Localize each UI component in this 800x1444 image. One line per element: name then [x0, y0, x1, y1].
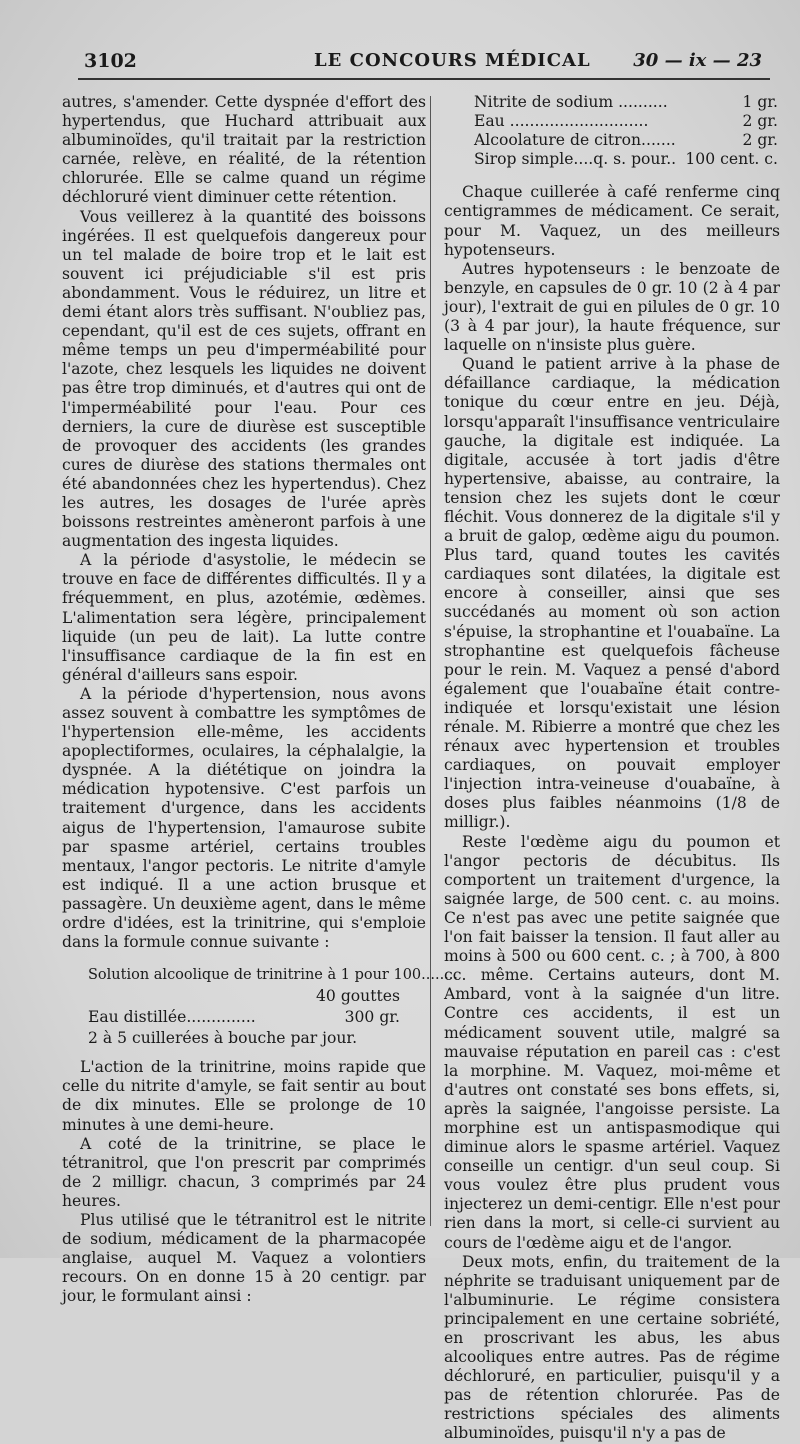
formula-row: [88, 966, 459, 987]
paragraph: Quand le patient arrive à la phase de défaillance cardiaque, la médication tonique du cœur entre en jeu. Déjà, lorsqu'apparaît l'insuffisance ventriculaire gauche, la digitale est indiquée. La digitale, accusée à tort jadis d'être hypertensive, abaisse, au contraire, la tension chez les sujets dont le cœur fléchit. Vous donnerez de la digitale s'il y a bruit de galop, œdème aigu du poumon. Plus tard, quand toutes les cavités cardiaques sont dilatées, la digitale est encore à conseiller, ainsi que ses succédanés au moment où son action s'épuise, la strophantine et l'ouabaïne. La strophantine est quelquefois fâcheuse pour le rein. M. Vaquez a pensé d'abord également que l'ouabaïne était contre-indiquée et lorsqu'existait une lésion rénale. M. Ribierre a montré que chez les rénaux avec hypertension et troubles cardiaques, on pouvait employer l'injection intra-veineuse d'ouabaïne, à doses plus faibles néanmoins (1/8 de milligr.).: [444, 355, 780, 832]
formula-ingredient: Nitrite de sodium ..........: [474, 93, 668, 111]
formula-quantity: 300 gr.: [344, 1008, 400, 1027]
paragraph: A la période d'asystolie, le médecin se trouve en face de différentes difficultés. Il y a fréquemment, en plus, azotémie, œdèmes. L'alimentation sera légère, principalement liquide (un peu de lait). La lutte contre l'insuffisance cardiaque de la fin est en général d'ailleurs sans espoir.: [62, 551, 426, 684]
formula-ingredient: Eau ............................: [474, 112, 649, 131]
formula-row: [88, 1008, 400, 1029]
paragraph: Chaque cuillerée à café renferme cinq centigrammes de médicament. Ce serait, pour M. Vaquez, un des meilleurs hypotenseurs.: [444, 183, 780, 259]
formula-dosage: [88, 1029, 400, 1050]
paragraph: autres, s'amender. Cette dyspnée d'effort des hypertendus, que Huchard attribuait aux albuminoïdes, qu'il traitait par la restriction carnée, relève, en réalité, de la rétention chlorurée. Elle se calme quand un régime déchloruré vient diminuer cette rétention.: [62, 93, 426, 207]
header-rule: [78, 78, 770, 80]
trinitrine-formula: [88, 966, 459, 1050]
page-header: [84, 50, 762, 76]
paragraph: Vous veillerez à la quantité des boissons ingérées. Il est quelquefois dangereux pour un tel malade de boire trop et le lait est souvent ici préjudiciable s'il est pris abondamment. Vous le réduirez, un litre et demi étant alors très suffisant. N'oubliez pas, cependant, qu'il est de ces sujets, offrant en même temps un peu d'imperméabilité pour l'azote, chez lesquels les liquides ne doivent pas être trop diminués, et d'autres qui ont de l'imperméabilité pour l'eau. Pour ces derniers, la cure de diurèse est susceptible de provoquer des accidents (les grandes cures de diurèse des stations thermales ont été abandonnées chez les hypertendus). Chez les autres, les dosages de l'urée après boissons restreintes amèneront parfois à une augmentation des ingesta liquides.: [62, 207, 426, 551]
nitrite-formula: [474, 93, 778, 169]
formula-ingredient: Eau distillée..............: [88, 1008, 256, 1027]
paragraph: Autres hypotenseurs : le benzoate de benzyle, en capsules de 0 gr. 10 (2 à 4 par jour), l'extrait de gui en pilules de 0 gr. 10 (3 à 4 par jour), la haute fréquence, sur laquelle on n'insiste plus guère.: [444, 259, 780, 355]
formula-row: [88, 987, 400, 1008]
paragraph: L'action de la trinitrine, moins rapide que celle du nitrite d'amyle, se fait sentir au bout de dix minutes. Elle se prolonge de 10 minutes à une demi-heure.: [62, 1058, 426, 1134]
paragraph: A la période d'hypertension, nous avons assez souvent à combattre les symptômes de l'hypertension elle-même, les accidents apoplectiformes, oculaires, la céphalalgie, la dyspnée. A la diététique on joindra la médication hypotensive. C'est parfois un traitement d'urgence, dans les accidents aigus de l'hypertension, l'amaurose subite par spasme artériel, certains troubles mentaux, l'angor pectoris. Le nitrite d'amyle est indiqué. Il a une action brusque et passagère. Un deuxième agent, dans le même ordre d'idées, est la trinitrine, qui s'emploie dans la formule connue suivante :: [62, 684, 426, 952]
formula-quantity: 40 gouttes: [316, 987, 400, 1006]
formula-note: 2 à 5 cuillerées à bouche par jour.: [88, 1029, 358, 1048]
formula-row: [474, 93, 778, 112]
left-column: [62, 93, 459, 1306]
formula-quantity: 1 gr.: [742, 93, 778, 111]
formula-quantity: 2 gr.: [742, 112, 778, 131]
formula-row: [474, 131, 778, 150]
paragraph: Plus utilisé que le tétranitrol est le nitrite de sodium, médicament de la pharmacopée anglaise, auquel M. Vaquez a volontiers recours. On en donne 15 à 20 centigr. par jour, le formulant ainsi :: [62, 1210, 426, 1306]
page-number: 3102: [84, 50, 137, 72]
formula-quantity: 2 gr.: [742, 131, 778, 150]
formula-row: [474, 112, 778, 131]
formula-quantity: 100 cent. c.: [685, 150, 778, 169]
formula-row: [474, 150, 778, 169]
paragraph: Reste l'œdème aigu du poumon et l'angor pectoris de décubitus. Ils comportent un traitement d'urgence, la saignée large, de 500 cent. c. au moins. Ce n'est pas avec une petite saignée que l'on fait baisser la tension. Il faut aller au moins à 500 ou 600 cent. c. ; à 700, à 800 cc. même. Certains auteurs, dont M. Ambard, vont à la saignée d'un litre. Contre ces accidents, il est un médicament souvent utile, malgré sa mauvaise réputation en pareil cas : c'est la morphine. M. Vaquez, moi-même et d'autres ont constaté ses bons effets, si, après la saignée, l'angoisse persiste. La morphine est un antispasmodique qui diminue alors le spasme artériel. Vaquez conseille un centigr. d'un seul coup. Si vous voulez être plus prudent vous injecterez un demi-centigr. Elle n'est pour rien dans la mort, si celle-ci survient au cours de l'œdème aigu et de l'angor.: [444, 832, 780, 1252]
formula-ingredient: Solution alcoolique de trinitrine à 1 pour 100........: [88, 967, 459, 984]
formula-ingredient: Alcoolature de citron.......: [474, 131, 676, 150]
right-column: [444, 93, 780, 1444]
journal-title: LE CONCOURS MÉDICAL: [314, 50, 591, 71]
issue-date: 30 — ix — 23: [633, 50, 762, 71]
column-divider: [430, 96, 431, 1226]
formula-ingredient: Sirop simple....q. s. pour..: [474, 150, 677, 169]
paragraph: Deux mots, enfin, du traitement de la néphrite se traduisant uniquement par de l'albuminurie. Le régime consistera principalement en une certaine sobriété, en proscrivant les abus, les abus alcooliques entre autres. Pas de régime déchloruré, en particulier, puisqu'il y a pas de rétention chlorurée. Pas de restrictions spéciales des aliments albuminoïdes, puisqu'il n'y a pas de: [444, 1252, 780, 1443]
paragraph: A coté de la trinitrine, se place le tétranitrol, que l'on prescrit par comprimés de 2 milligr. chacun, 3 comprimés par 24 heures.: [62, 1134, 426, 1210]
